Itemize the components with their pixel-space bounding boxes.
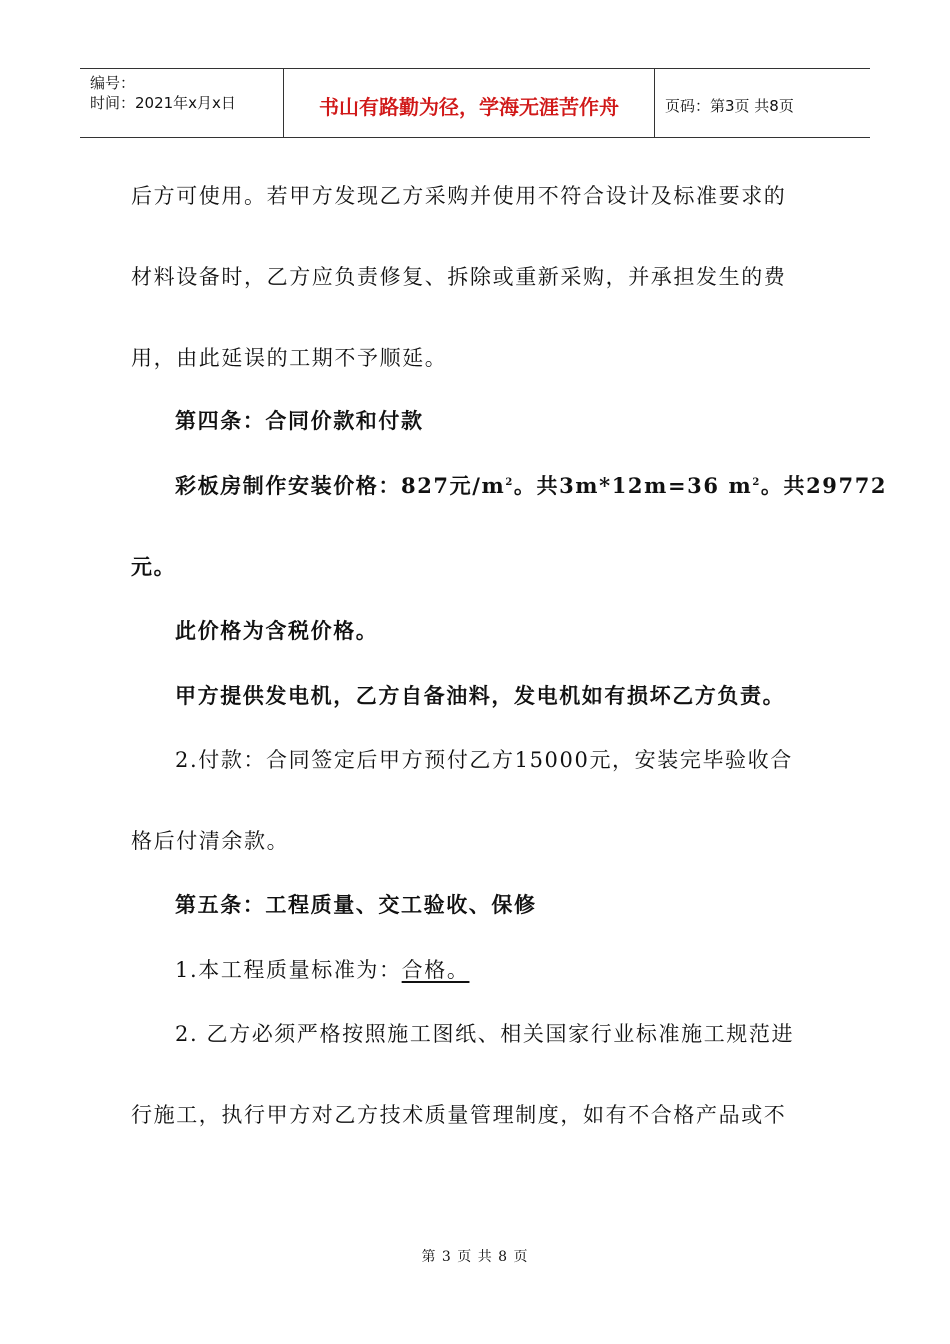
payment-line: 2.付款：合同签定后甲方预付乙方15000元，安装完毕验收合 <box>175 748 793 772</box>
article-5-title: 第五条：工程质量、交工验收、保修 <box>175 892 537 917</box>
price-text-c: 。共29772 <box>760 473 888 498</box>
paragraph-line: 用，由此延误的工期不予顺延。 <box>131 346 448 370</box>
payment-line: 格后付清余款。 <box>131 829 290 853</box>
paragraph-line: 后方可使用。若甲方发现乙方采购并使用不符合设计及标准要求的 <box>131 184 787 208</box>
superscript: 2 <box>505 477 514 488</box>
price-tail: 元。 <box>131 554 177 579</box>
paragraph-line: 2. 乙方必须严格按照施工图纸、相关国家行业标准施工规范进 <box>175 1022 795 1046</box>
header-table <box>80 68 870 138</box>
page-info: 页码：第3页 共8页 <box>665 96 794 115</box>
paragraph-line: 行施工，执行甲方对乙方技术质量管理制度，如有不合格产品或不 <box>131 1103 787 1127</box>
paragraph-line: 材料设备时，乙方应负责修复、拆除或重新采购，并承担发生的费 <box>131 265 787 289</box>
time-label: 时间：2021年x月x日 <box>90 94 236 112</box>
number-label: 编号： <box>90 74 136 92</box>
generator-note: 甲方提供发电机，乙方自备油料，发电机如有损坏乙方负责。 <box>175 683 786 708</box>
quality-value: 合格。 <box>401 958 470 982</box>
tax-note: 此价格为含税价格。 <box>175 618 379 643</box>
quality-standard-line <box>175 954 469 984</box>
header-left <box>80 69 283 137</box>
price-text-b: 。共3m*12m=36 m <box>513 473 753 498</box>
article-4-title: 第四条：合同价款和付款 <box>175 408 424 433</box>
page-footer: 第 3 页 共 8 页 <box>421 1249 529 1265</box>
price-line <box>175 470 887 500</box>
quality-label: 1.本工程质量标准为： <box>175 958 402 982</box>
price-text-a: 彩板房制作安装价格：827元/m <box>175 473 506 498</box>
superscript: 2 <box>752 477 761 488</box>
motto: 书山有路勤为径，学海无涯苦作舟 <box>283 69 655 137</box>
